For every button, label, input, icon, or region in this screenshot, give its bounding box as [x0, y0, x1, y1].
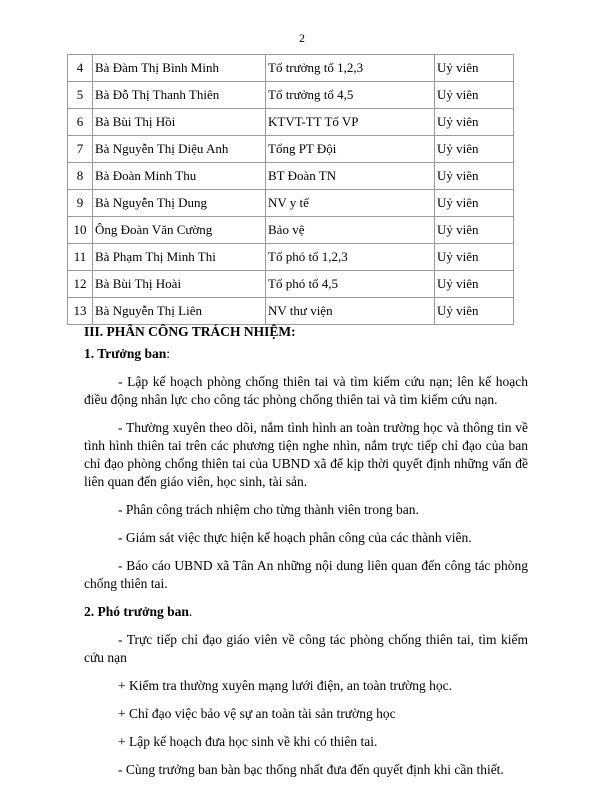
table-row	[68, 136, 514, 163]
member-role: Uỷ viên	[435, 217, 514, 244]
member-number: 11	[68, 244, 93, 271]
member-name: Bà Bùi Thị Hoài	[93, 271, 266, 298]
section-title: III. PHÂN CÔNG TRÁCH NHIỆM:	[84, 324, 296, 339]
member-number: 6	[68, 109, 93, 136]
member-name: Bà Đoàn Minh Thu	[93, 163, 266, 190]
table-row	[68, 190, 514, 217]
table-row	[68, 217, 514, 244]
member-role: Uỷ viên	[435, 271, 514, 298]
heading-truong-ban	[84, 345, 528, 363]
truong-ban-duty-2: - Thường xuyên theo dõi, nắm tình hình an toàn trường học và thông tin về tình hình thiên tai trên các phương tiện nghe nhìn, nắm trực tiếp chỉ đạo của ban chỉ đạo phòng chống thiên tai của UBND xã để kịp thời quyết định những vấn đề liên quan đến giáo viên, học sinh, tài sản.	[84, 420, 528, 489]
member-position: Tổ phó tổ 1,2,3	[266, 244, 435, 271]
member-number: 13	[68, 298, 93, 325]
members-table-body	[68, 55, 514, 325]
member-role: Uỷ viên	[435, 109, 514, 136]
heading-truong-ban-suffix: :	[166, 346, 170, 361]
member-name: Ông Đoàn Văn Cường	[93, 217, 266, 244]
member-role: Uỷ viên	[435, 244, 514, 271]
pho-truong-ban-duty-5: - Cùng trưởng ban bàn bạc thống nhất đưa đến quyết định khi cần thiết.	[118, 762, 504, 777]
section-responsibilities	[84, 323, 528, 779]
heading-pho-truong-ban-text: 2. Phó trưởng ban	[84, 604, 189, 619]
member-role: Uỷ viên	[435, 163, 514, 190]
member-number: 10	[68, 217, 93, 244]
member-role: Uỷ viên	[435, 136, 514, 163]
pho-truong-ban-duty-2: + Kiểm tra thường xuyên mạng lưới điện, an toàn trường học.	[118, 678, 453, 693]
member-number: 12	[68, 271, 93, 298]
member-role: Uỷ viên	[435, 55, 514, 82]
member-position: Bảo vệ	[266, 217, 435, 244]
member-number: 5	[68, 82, 93, 109]
member-number: 4	[68, 55, 93, 82]
pho-truong-ban-duty-3: + Chỉ đạo việc bảo vệ sự an toàn tài sản trường học	[118, 706, 396, 721]
table-row	[68, 109, 514, 136]
member-name: Bà Đỗ Thị Thanh Thiên	[93, 82, 266, 109]
member-role: Uỷ viên	[435, 190, 514, 217]
member-name: Bà Nguyễn Thị Diệu Anh	[93, 136, 266, 163]
table-row	[68, 244, 514, 271]
member-name: Bà Bùi Thị Hồi	[93, 109, 266, 136]
members-table	[67, 54, 514, 325]
table-row	[68, 55, 514, 82]
member-number: 8	[68, 163, 93, 190]
member-position: NV thư viện	[266, 298, 435, 325]
table-row	[68, 271, 514, 298]
truong-ban-duty-3: - Phân công trách nhiệm cho từng thành viên trong ban.	[118, 502, 419, 517]
table-row	[68, 82, 514, 109]
member-number: 9	[68, 190, 93, 217]
pho-truong-ban-duty-4: + Lập kế hoạch đưa học sinh về khi có thiên tai.	[118, 734, 378, 749]
member-role: Uỷ viên	[435, 298, 514, 325]
member-position: Tổ trưởng tổ 4,5	[266, 82, 435, 109]
heading-pho-truong-ban-suffix: .	[188, 604, 193, 619]
member-name: Bà Nguyễn Thị Liên	[93, 298, 266, 325]
pho-truong-ban-duty-1: - Trực tiếp chỉ đạo giáo viên về công tác phòng chống thiên tai, tìm kiếm cứu nạn	[84, 632, 528, 665]
member-position: KTVT-TT Tổ VP	[266, 109, 435, 136]
member-position: Tổ trưởng tổ 1,2,3	[266, 55, 435, 82]
member-position: Tổng PT Đội	[266, 136, 435, 163]
member-position: Tổ phó tổ 4,5	[266, 271, 435, 298]
truong-ban-duty-1: - Lập kế hoạch phòng chống thiên tai và tìm kiếm cứu nạn; lên kế hoạch điều động nhân lực cho công tác phòng chống thiên tai và tìm kiếm cứu nạn.	[84, 374, 528, 407]
table-row	[68, 163, 514, 190]
truong-ban-duty-4: - Giám sát việc thực hiện kế hoạch phân công của các thành viên.	[118, 530, 472, 545]
page-number: 2	[299, 31, 305, 45]
member-position: NV y tế	[266, 190, 435, 217]
member-role: Uỷ viên	[435, 82, 514, 109]
member-number: 7	[68, 136, 93, 163]
heading-truong-ban-text: 1. Trưởng ban	[84, 346, 167, 361]
member-position: BT Đoàn TN	[266, 163, 435, 190]
table-row	[68, 298, 514, 325]
member-name: Bà Phạm Thị Minh Thi	[93, 244, 266, 271]
truong-ban-duty-5: - Báo cáo UBND xã Tân An những nội dung liên quan đến công tác phòng chống thiên tai.	[84, 558, 528, 591]
member-name: Bà Nguyễn Thị Dung	[93, 190, 266, 217]
member-name: Bà Đàm Thị Bình Minh	[93, 55, 266, 82]
heading-pho-truong-ban	[84, 603, 528, 621]
